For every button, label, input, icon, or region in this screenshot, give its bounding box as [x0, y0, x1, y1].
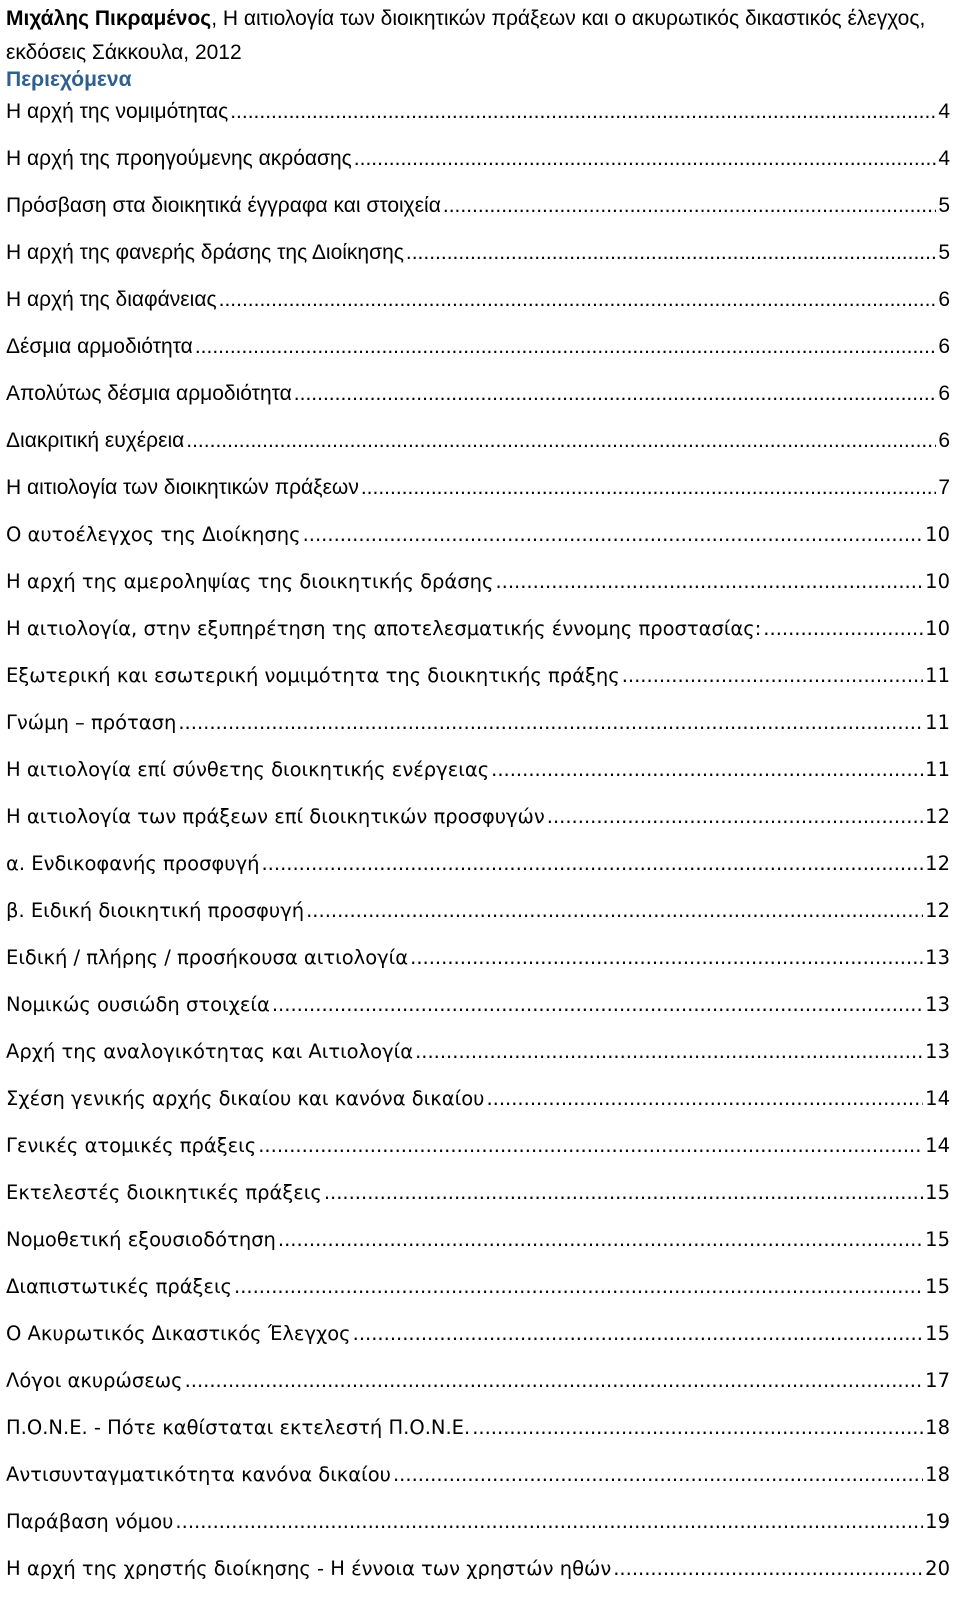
toc-entry-page-number: 7 — [938, 476, 950, 499]
toc-entry-page-number: 12 — [925, 805, 950, 828]
toc-entry[interactable] — [6, 1363, 950, 1410]
toc-entry-title: Η αιτιολογία των διοικητικών πράξεων — [6, 476, 359, 499]
toc-entry-page-number: 10 — [925, 617, 950, 640]
toc-entry-page-number: 11 — [925, 711, 950, 734]
toc-entry-page-number: 10 — [925, 523, 950, 546]
toc-entry[interactable] — [6, 846, 950, 893]
dot-leader — [491, 752, 923, 788]
toc-entry[interactable] — [6, 1222, 950, 1269]
toc-entry-page-number: 18 — [925, 1463, 950, 1486]
toc-entry-title: Νομοθετική εξουσιοδότηση — [6, 1228, 276, 1251]
toc-entry[interactable] — [6, 470, 950, 517]
toc-entry-page-number: 6 — [938, 335, 950, 358]
toc-entry-page-number: 15 — [925, 1228, 950, 1251]
toc-entry-page-number: 15 — [925, 1275, 950, 1298]
dot-leader — [303, 517, 924, 553]
toc-entry-title: Η αρχή της νομιμότητας — [6, 100, 229, 123]
dot-leader — [547, 799, 923, 835]
toc-entry[interactable] — [6, 799, 950, 846]
toc-entry-title: Ο αυτοέλεγχος της Διοίκησης — [6, 523, 301, 546]
toc-entry[interactable] — [6, 1128, 950, 1175]
dot-leader — [410, 940, 923, 976]
dot-leader — [613, 1551, 923, 1587]
toc-entry[interactable] — [6, 987, 950, 1034]
dot-leader — [219, 282, 937, 318]
toc-entry-title: Η αρχή της αμεροληψίας της διοικητικής δράσης — [6, 570, 494, 593]
dot-leader — [306, 893, 923, 929]
citation-text: , Η αιτιολογία των διοικητικών πράξεων και ο ακυρωτικός δικαστικός έλεγχος, εκδόσεις Σάκκουλα, 2012 — [6, 7, 926, 64]
toc-entry[interactable] — [6, 141, 950, 188]
toc-entry[interactable] — [6, 235, 950, 282]
dot-leader — [185, 1363, 924, 1399]
toc-entry[interactable] — [6, 188, 950, 235]
dot-leader — [294, 376, 937, 412]
toc-entry-title: Ειδική / πλήρης / προσήκουσα αιτιολογία — [6, 946, 409, 969]
toc-entry-title: Διακριτική ευχέρεια — [6, 429, 185, 452]
dot-leader — [443, 188, 936, 224]
dot-leader — [472, 1410, 923, 1446]
dot-leader — [324, 1175, 923, 1211]
toc-entry[interactable] — [6, 376, 950, 423]
toc-entry-title: Π.Ο.Ν.Ε. - Πότε καθίσταται εκτελεστή Π.Ο.Ν.Ε. — [6, 1416, 471, 1439]
dot-leader — [234, 1269, 923, 1305]
dot-leader — [353, 1316, 924, 1352]
toc-entry-title: Νομικώς ουσιώδη στοιχεία — [6, 993, 270, 1016]
toc-entry-page-number: 17 — [925, 1369, 950, 1392]
toc-entry[interactable] — [6, 1457, 950, 1504]
toc-entry-title: Σχέση γενικής αρχής δικαίου και κανόνα δικαίου — [6, 1087, 485, 1110]
toc-entry-title: Ο Ακυρωτικός Δικαστικός Έλεγχος — [6, 1322, 351, 1345]
toc-entry-page-number: 14 — [925, 1134, 950, 1157]
toc-entry-page-number: 5 — [938, 241, 950, 264]
toc-entry-page-number: 12 — [925, 852, 950, 875]
toc-entry-page-number: 18 — [925, 1416, 950, 1439]
toc-entry-page-number: 15 — [925, 1322, 950, 1345]
toc-entry-page-number: 15 — [925, 1181, 950, 1204]
toc-entry-page-number: 6 — [938, 382, 950, 405]
toc-entry[interactable] — [6, 1551, 950, 1598]
dot-leader — [361, 470, 936, 506]
toc-entry-title: Παράβαση νόμου — [6, 1510, 174, 1533]
dot-leader — [195, 329, 937, 365]
dot-leader — [393, 1457, 923, 1493]
toc-entry-title: Γενικές ατομικές πράξεις — [6, 1134, 257, 1157]
toc-entry-page-number: 11 — [925, 664, 950, 687]
toc-entry-page-number: 10 — [925, 570, 950, 593]
toc-entry-title: Απολύτως δέσμια αρμοδιότητα — [6, 382, 292, 405]
toc-entry[interactable] — [6, 1175, 950, 1222]
toc-entry-title: Εκτελεστές διοικητικές πράξεις — [6, 1181, 322, 1204]
toc-entry-title: Αντισυνταγματικότητα κανόνα δικαίου — [6, 1463, 391, 1486]
toc-entry-title: Λόγοι ακυρώσεως — [6, 1369, 183, 1392]
toc-entry-title: Δέσμια αρμοδιότητα — [6, 335, 193, 358]
toc-entry-title: Πρόσβαση στα διοικητικά έγγραφα και στοιχεία — [6, 194, 441, 217]
dot-leader — [261, 846, 923, 882]
toc-entry-page-number: 6 — [938, 288, 950, 311]
table-of-contents — [6, 94, 950, 1598]
dot-leader — [415, 1034, 923, 1070]
author-name: Μιχάλης Πικραμένος — [6, 7, 212, 30]
toc-entry-page-number: 20 — [925, 1557, 950, 1580]
toc-entry-title: Η αιτιολογία επί σύνθετης διοικητικής ενέργειας — [6, 758, 490, 781]
toc-entry-title: Η αρχή της προηγούμενης ακρόασης — [6, 147, 352, 170]
toc-entry[interactable] — [6, 1034, 950, 1081]
toc-entry[interactable] — [6, 611, 950, 658]
toc-heading: Περιεχόμενα — [6, 68, 132, 91]
toc-entry[interactable] — [6, 423, 950, 470]
toc-entry[interactable] — [6, 517, 950, 564]
dot-leader — [495, 564, 923, 600]
toc-entry[interactable] — [6, 329, 950, 376]
dot-leader — [178, 705, 923, 741]
toc-entry-page-number: 4 — [938, 147, 950, 170]
dot-leader — [622, 658, 923, 694]
toc-entry-title: α. Ενδικοφανής προσφυγή — [6, 852, 260, 875]
toc-entry-page-number: 13 — [925, 1040, 950, 1063]
toc-entry-page-number: 12 — [925, 899, 950, 922]
toc-entry[interactable] — [6, 705, 950, 752]
toc-entry-title: Η αρχή της χρηστής διοίκησης - Η έννοια των χρηστών ηθών — [6, 1557, 612, 1580]
toc-entry[interactable] — [6, 282, 950, 329]
toc-entry-page-number: 11 — [925, 758, 950, 781]
dot-leader — [486, 1081, 923, 1117]
toc-entry-page-number: 14 — [925, 1087, 950, 1110]
dot-leader — [230, 94, 936, 130]
toc-entry[interactable] — [6, 94, 950, 141]
toc-entry-title: Η αρχή της φανερής δράσης της Διοίκησης — [6, 241, 404, 264]
citation-header — [6, 2, 954, 70]
dot-leader — [354, 141, 937, 177]
toc-entry[interactable] — [6, 1316, 950, 1363]
dot-leader — [406, 235, 936, 271]
toc-entry-title: Αρχή της αναλογικότητας και Αιτιολογία — [6, 1040, 414, 1063]
toc-entry[interactable] — [6, 1081, 950, 1128]
toc-entry[interactable] — [6, 1410, 950, 1457]
toc-entry-page-number: 19 — [925, 1510, 950, 1533]
dot-leader — [258, 1128, 923, 1164]
toc-entry-page-number: 5 — [938, 194, 950, 217]
toc-entry-title: Γνώμη – πρόταση — [6, 711, 177, 734]
toc-entry[interactable] — [6, 752, 950, 799]
toc-entry[interactable] — [6, 1504, 950, 1551]
toc-entry-title: Εξωτερική και εσωτερική νομιμότητα της διοικητικής πράξης — [6, 664, 620, 687]
toc-entry[interactable] — [6, 1269, 950, 1316]
toc-entry-title: Η αρχή της διαφάνειας — [6, 288, 217, 311]
dot-leader — [763, 611, 923, 647]
toc-entry-title: Η αιτιολογία των πράξεων επί διοικητικών προσφυγών — [6, 805, 545, 828]
dot-leader — [272, 987, 923, 1023]
toc-entry-title: Διαπιστωτικές πράξεις — [6, 1275, 233, 1298]
toc-entry-title: Η αιτιολογία, στην εξυπηρέτηση της αποτελεσματικής έννομης προστασίας: — [6, 617, 762, 640]
toc-entry-page-number: 13 — [925, 993, 950, 1016]
dot-leader — [175, 1504, 923, 1540]
dot-leader — [278, 1222, 923, 1258]
toc-entry[interactable] — [6, 893, 950, 940]
toc-entry-page-number: 13 — [925, 946, 950, 969]
dot-leader — [186, 423, 936, 459]
toc-entry[interactable] — [6, 564, 950, 611]
toc-entry-page-number: 4 — [938, 100, 950, 123]
toc-entry-title: β. Ειδική διοικητική προσφυγή — [6, 899, 305, 922]
toc-entry-page-number: 6 — [938, 429, 950, 452]
toc-entry[interactable] — [6, 658, 950, 705]
toc-entry[interactable] — [6, 940, 950, 987]
